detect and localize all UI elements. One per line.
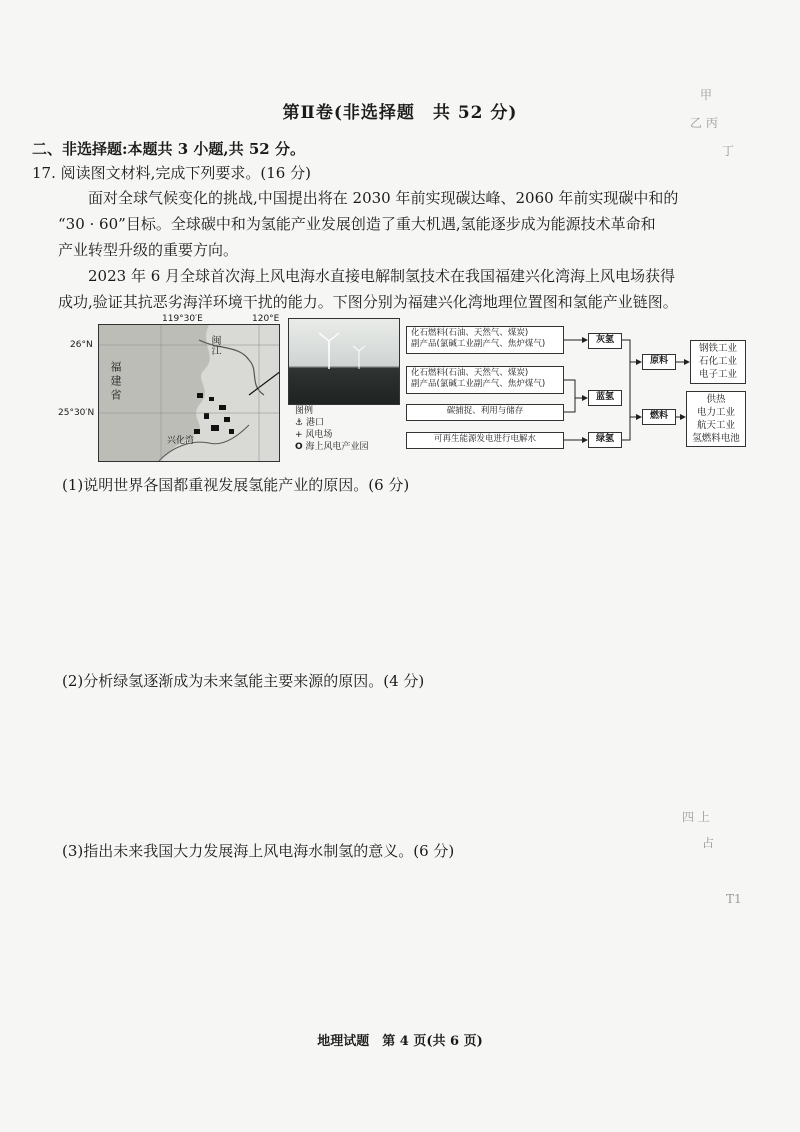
map-lat-label: 26°N [70,340,93,350]
margin-mark: 占 [702,836,715,850]
wind-farm-photo [288,318,400,405]
industry-item: 电力工业 [696,407,735,418]
material-paragraph-line1: 2023 年 6 月全球首次海上风电海水直接电解制氢技术在我国福建兴化湾海上风电场获得 [88,267,676,285]
chain-source-box: 可再生能源发电进行电解水 [406,432,564,449]
intro-paragraph-line3: 产业转型升级的重要方向。 [58,241,239,259]
raw-material-industries-box [690,340,746,384]
industry-item: 供热 [706,394,726,405]
chain-source-line: 化石燃料(石油、天然气、煤炭) [411,328,529,338]
chain-source-line: 副产品(氯碱工业副产气、焦炉煤气) [411,339,546,349]
blue-hydrogen-box: 蓝氢 [588,390,622,406]
wind-turbine-icon [289,319,399,404]
material-paragraph-line2: 成功,验证其抗恶劣海洋环境干扰的能力。下图分别为福建兴化湾地理位置图和氢能产业链图。 [58,293,678,311]
location-map [98,324,280,462]
sub-question-3: (3)指出未来我国大力发展海上风电海水制氢的意义。(6 分) [62,842,455,860]
legend-item-industrial-park: 海上风电产业园 [305,442,369,452]
section-title: 第Ⅱ卷(非选择题 共 52 分) [282,103,518,123]
chain-source-line: 副产品(氯碱工业副产气、焦炉煤气) [411,379,546,389]
intro-paragraph-line2: “30 · 60”目标。全球碳中和为氢能产业发展创造了重大机遇,氢能逐步成为能源技术革命和 [58,215,656,233]
legend-item-wind-farm: 风电场 [305,430,333,440]
chain-source-line: 化石燃料(石油、天然气、煤炭) [411,368,529,378]
margin-mark: 丁 [722,144,735,158]
industry-item: 钢铁工业 [698,343,737,354]
map-lon-label: 120°E [252,314,280,324]
legend-title: 图例 [295,406,314,416]
map-lat-label: 25°30′N [58,408,95,418]
chain-source-box: 碳捕捉、利用与储存 [406,404,564,421]
page-footer: 地理试题 第 4 页(共 6 页) [317,1034,483,1049]
plus-icon: + [295,430,303,440]
map-label-province: 福建省 [109,361,122,403]
circle-icon: O [295,442,303,452]
map-lon-label: 119°30′E [162,314,203,324]
fuel-industries-box [686,391,746,447]
grey-hydrogen-box: 灰氢 [588,333,622,349]
question-17-heading: 17. 阅读图文材料,完成下列要求。(16 分) [32,164,311,182]
intro-paragraph-line1: 面对全球气候变化的挑战,中国提出将在 2030 年前实现碳达峰、2060 年前实现碳中和的 [88,189,679,207]
use-raw-material-box: 原料 [642,354,676,370]
margin-mark: 四 上 [682,810,710,824]
industry-item: 电子工业 [698,369,737,380]
margin-mark: 甲 [700,88,713,102]
part-heading: 二、非选择题:本题共 3 小题,共 52 分。 [32,140,305,158]
use-fuel-box: 燃料 [642,409,676,425]
map-label-river: 闽江 [209,335,220,355]
margin-mark: 乙 丙 [690,116,718,130]
legend-item-port: 港口 [305,418,324,428]
industry-item: 氢燃料电池 [692,433,740,444]
green-hydrogen-box: 绿氢 [588,432,622,448]
map-legend [295,405,369,453]
margin-mark: T1 [726,892,742,906]
sub-question-1: (1)说明世界各国都重视发展氢能产业的原因。(6 分) [62,476,410,494]
chain-arrows [400,318,690,458]
industry-item: 石化工业 [698,356,737,367]
sub-question-2: (2)分析绿氢逐渐成为未来氢能主要来源的原因。(4 分) [62,672,425,690]
map-label-bay: 兴化湾 [167,436,195,446]
anchor-icon: ⚓ [295,418,304,428]
industry-item: 航天工业 [696,420,735,431]
